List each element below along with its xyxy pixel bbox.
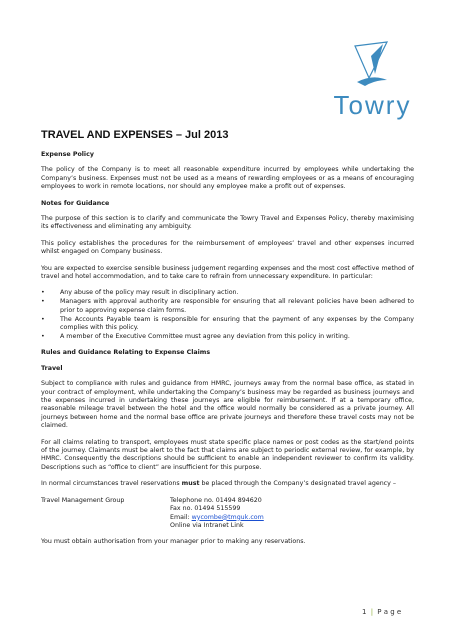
towry-wordmark: Towry	[333, 90, 412, 120]
footer-separator: |	[370, 608, 374, 616]
towry-sail-logo-icon	[325, 40, 420, 90]
notes-heading: Notes for Guidance	[41, 199, 110, 207]
list-item: • Managers with approval authority are responsible for ensuring that all relevant policies have been adhered to prior to approving expense claim forms.	[41, 298, 414, 314]
document-body	[41, 128, 414, 555]
expense-policy-text: The policy of the Company is to meet all reasonable expenditure incurred by employees while undertaking the Company’s business. Expenses must not be used as a means of rewarding employees or as a means of encouraging employees to work in remote locations, nor should any employee make a profit out of expenses.	[41, 166, 414, 191]
online-line: Online via Intranet Link	[170, 521, 244, 529]
notes-paragraph-3: You are expected to exercise sensible business judgement regarding expenses and the most cost effective method of travel and hotel accommodation, and to take care to refrain from unnecessary expenditure. In particular:	[41, 264, 414, 281]
bullet-icon: •	[41, 289, 45, 297]
fax-number: Fax no. 01494 515599	[170, 505, 241, 513]
travel-paragraph-3: In normal circumstances travel reservations must be placed through the Company’s designated travel agency –	[41, 480, 397, 488]
list-item: • The Accounts Payable team is responsible for ensuring that the payment of any expenses by the Company complies with this policy.	[41, 315, 414, 332]
travel-agency-contact	[41, 497, 414, 531]
bullet-icon: •	[41, 333, 45, 340]
email-link[interactable]: wycombe@tmguk.com	[191, 513, 264, 521]
page-label: P a g e	[377, 608, 402, 616]
bullet-icon: •	[41, 315, 45, 323]
notes-paragraph-2: This policy establishes the procedures for the reimbursement of employees’ travel and other expenses incurred whilst engaged on Company business.	[41, 239, 414, 256]
notes-bullet-list	[41, 289, 414, 341]
contact-label: Travel Management Group	[41, 496, 125, 504]
telephone-number: Telephone no. 01494 894620	[170, 496, 262, 504]
document-title: TRAVEL AND EXPENSES – Jul 2013	[41, 129, 229, 141]
travel-paragraph-2: For all claims relating to transport, employees must state specific place names or post codes as the start/end points of the journey. Claimants must be alert to the fact that claims are subject to periodic external review, for example, by HMRC. Consequently the descriptions should be sufficient to enable an independent reviewer to confirm its validity. Descriptions such as “office to client” are insufficient for this purpose.	[41, 438, 414, 471]
email-line: Email: wycombe@tmguk.com	[170, 513, 264, 521]
list-item: • A member of the Executive Committee must agree any deviation from this policy in writing.	[41, 333, 350, 340]
rules-heading: Rules and Guidance Relating to Expense Claims	[41, 349, 211, 357]
travel-paragraph-4: You must obtain authorisation from your manager prior to making any reservations.	[41, 538, 306, 546]
travel-heading: Travel	[41, 364, 63, 372]
notes-paragraph-1: The purpose of this section is to clarify and communicate the Towry Travel and Expenses Policy, thereby maximising its effectiveness and eliminating any ambiguity.	[41, 215, 414, 231]
page-number: 1	[362, 608, 367, 616]
expense-policy-heading: Expense Policy	[41, 151, 94, 158]
bullet-icon: •	[41, 298, 45, 306]
contact-details	[170, 497, 264, 531]
travel-paragraph-1: Subject to compliance with rules and guidance from HMRC, journeys away from the normal base office, as stated in your contract of employment, while undertaking the Company’s business may be regarded as business journeys and the expenses incurred in undertaking these journeys are eligible for reimbursement. If at a temporary office, reasonable mileage travel between the hotel and the office would normally be considered as a private journey. All journeys between home and the normal base office are private journeys and therefore these travel costs may not be claimed.	[41, 380, 414, 430]
list-item: • Any abuse of the policy may result in disciplinary action.	[41, 289, 239, 297]
towry-logo	[325, 40, 420, 125]
page-footer	[362, 608, 401, 616]
